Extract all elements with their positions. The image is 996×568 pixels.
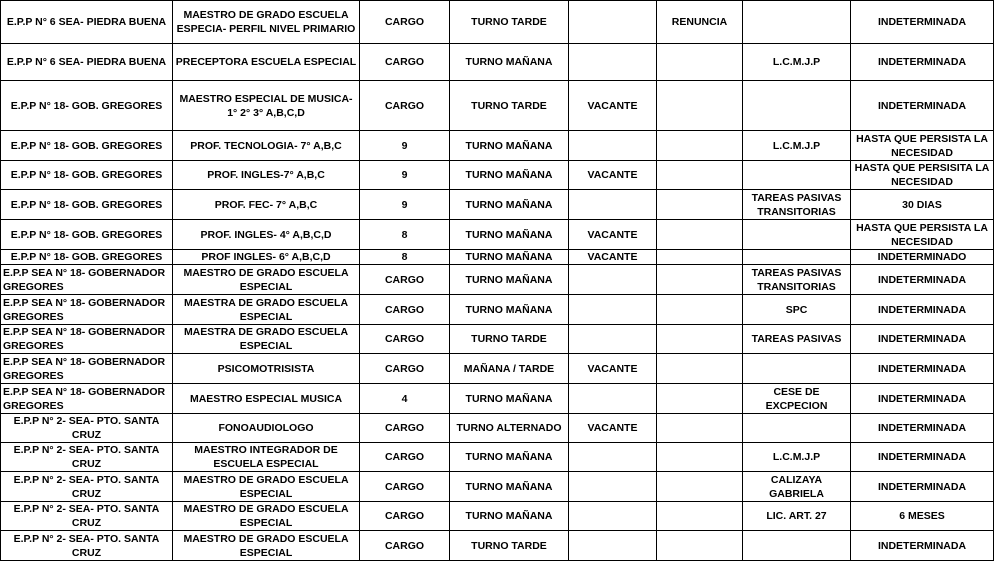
cell-text: TAREAS PASIVAS TRANSITORIAS (751, 191, 842, 218)
cell-text: TURNO TARDE (471, 99, 547, 112)
cell-text: TAREAS PASIVAS TRANSITORIAS (751, 266, 842, 293)
cell-hours (360, 190, 450, 220)
cell-text: TURNO MAÑANA (465, 510, 553, 522)
cell-situation (743, 161, 851, 190)
cell-vacancy (569, 81, 657, 131)
cell-text: VACANTE (587, 251, 638, 263)
cell-situation (743, 131, 851, 161)
cell-school (1, 1, 173, 44)
cell-situation (743, 250, 851, 265)
cell-text: CARGO (384, 99, 425, 112)
cell-school (1, 131, 173, 161)
cell-shift (450, 161, 569, 190)
cell-text: TURNO TARDE (471, 333, 547, 345)
cell-text: L.C.M.J.P (772, 139, 821, 152)
cell-hours (360, 265, 450, 295)
table-row (1, 384, 994, 414)
cell-text: VACANTE (587, 228, 638, 241)
cell-hours (360, 531, 450, 561)
cell-text: INDETERMINADA (877, 480, 967, 493)
cell-vacancy (569, 531, 657, 561)
cell-duration (851, 265, 994, 295)
cell-position (173, 325, 360, 354)
cell-hours (360, 161, 450, 190)
cell-vacancy (569, 443, 657, 472)
cell-text: TURNO MAÑANA (465, 56, 553, 68)
cell-situation (743, 1, 851, 44)
cell-text: TURNO MAÑANA (465, 480, 553, 493)
cell-position (173, 414, 360, 443)
table-row (1, 161, 994, 190)
cell-text: INDETERMINADA (877, 362, 967, 375)
cell-text: TURNO TARDE (471, 16, 547, 28)
cell-duration (851, 1, 994, 44)
cell-reason (657, 384, 743, 414)
cell-text: 6 MESES (899, 510, 945, 522)
cell-text: CARGO (384, 303, 425, 316)
table-row (1, 220, 994, 250)
cell-hours (360, 384, 450, 414)
cell-text: 9 (401, 198, 408, 211)
cell-shift (450, 190, 569, 220)
cell-text: CALIZAYA GABRIELA (769, 473, 824, 500)
cell-situation (743, 220, 851, 250)
cell-reason (657, 295, 743, 325)
cell-school (1, 414, 173, 443)
cell-vacancy (569, 472, 657, 502)
cell-school (1, 161, 173, 190)
cell-duration (851, 220, 994, 250)
cell-text: CESE DE EXCPECION (765, 385, 828, 412)
cell-position (173, 190, 360, 220)
cell-text: L.C.M.J.P (772, 451, 821, 463)
cell-text: PROF. INGLES- 4° A,B,C,D (200, 228, 332, 241)
cell-situation (743, 384, 851, 414)
cell-text: E.P.P N° 18- GOB. GREGORES (10, 228, 163, 241)
cell-text: MAESTRA DE GRADO ESCUELA ESPECIAL (183, 296, 349, 323)
cell-text: 9 (401, 139, 408, 152)
table-row (1, 531, 994, 561)
cell-reason (657, 265, 743, 295)
table-row (1, 190, 994, 220)
cell-situation (743, 443, 851, 472)
cell-vacancy (569, 1, 657, 44)
cell-hours (360, 81, 450, 131)
cell-position (173, 81, 360, 131)
cell-text: E.P.P N° 2- SEA- PTO. SANTA CRUZ (13, 444, 160, 470)
cell-text: HASTA QUE PERSISTA LA NECESIDAD (856, 221, 988, 248)
cell-duration (851, 414, 994, 443)
cell-shift (450, 220, 569, 250)
cell-situation (743, 531, 851, 561)
cell-shift (450, 531, 569, 561)
cell-text: PRECEPTORA ESCUELA ESPECIAL (175, 56, 357, 68)
cell-text: INDETERMINADA (877, 333, 967, 345)
cell-text: E.P.P SEA N° 18- GOBERNADOR GREGORES (3, 385, 166, 412)
cell-hours (360, 295, 450, 325)
cell-vacancy (569, 295, 657, 325)
cell-text: LIC. ART. 27 (766, 510, 827, 522)
cell-text: INDETERMINADA (877, 16, 967, 28)
cell-text: CARGO (384, 273, 425, 286)
cell-reason (657, 354, 743, 384)
cell-hours (360, 443, 450, 472)
table-row (1, 250, 994, 265)
cell-duration (851, 161, 994, 190)
table-row (1, 295, 994, 325)
cell-shift (450, 1, 569, 44)
cell-text: CARGO (384, 539, 425, 552)
cell-text: E.P.P SEA N° 18- GOBERNADOR GREGORES (3, 296, 166, 323)
cell-text: CARGO (384, 56, 425, 68)
cell-position (173, 161, 360, 190)
cell-vacancy (569, 161, 657, 190)
cell-text: VACANTE (587, 362, 638, 375)
cell-reason (657, 161, 743, 190)
cell-position (173, 354, 360, 384)
cell-text: MAÑANA / TARDE (463, 362, 555, 375)
cell-vacancy (569, 384, 657, 414)
cell-school (1, 220, 173, 250)
cell-reason (657, 472, 743, 502)
cell-situation (743, 265, 851, 295)
cell-text: PROF. TECNOLOGIA- 7° A,B,C (190, 139, 342, 152)
cell-situation (743, 414, 851, 443)
cell-reason (657, 81, 743, 131)
cell-school (1, 295, 173, 325)
cell-text: TURNO MAÑANA (465, 251, 553, 263)
cell-vacancy (569, 250, 657, 265)
cell-text: E.P.P SEA N° 18- GOBERNADOR GREGORES (3, 355, 166, 382)
cell-shift (450, 502, 569, 531)
table-row (1, 502, 994, 531)
cell-reason (657, 414, 743, 443)
cell-reason (657, 1, 743, 44)
cell-text: INDETERMINADA (877, 392, 967, 405)
cell-shift (450, 325, 569, 354)
cell-situation (743, 81, 851, 131)
cell-text: HASTA QUE PERSISITA LA NECESIDAD (854, 162, 990, 188)
cell-text: CARGO (384, 16, 425, 28)
table-row (1, 354, 994, 384)
table-row (1, 81, 994, 131)
cell-duration (851, 295, 994, 325)
cell-text: 9 (401, 169, 408, 181)
cell-duration (851, 472, 994, 502)
cell-shift (450, 443, 569, 472)
cell-text: E.P.P N° 2- SEA- PTO. SANTA CRUZ (13, 415, 160, 441)
cell-position (173, 250, 360, 265)
cell-text: TURNO MAÑANA (465, 392, 553, 405)
cell-text: MAESTRO ESPECIAL DE MUSICA- 1° 2° 3° A,B,C,D (179, 92, 353, 119)
cell-reason (657, 443, 743, 472)
cell-text: E.P.P N° 6 SEA- PIEDRA BUENA (6, 56, 167, 68)
cell-school (1, 354, 173, 384)
cell-school (1, 81, 173, 131)
cell-text: TURNO MAÑANA (465, 228, 553, 241)
cell-hours (360, 414, 450, 443)
cell-text: CARGO (384, 480, 425, 493)
cell-situation (743, 190, 851, 220)
cell-school (1, 250, 173, 265)
cell-situation (743, 295, 851, 325)
cell-vacancy (569, 354, 657, 384)
cell-text: E.P.P N° 2- SEA- PTO. SANTA CRUZ (13, 473, 160, 500)
cell-text: RENUNCIA (671, 16, 728, 28)
table-row (1, 443, 994, 472)
cell-position (173, 443, 360, 472)
cell-hours (360, 220, 450, 250)
cell-text: HASTA QUE PERSISTA LA NECESIDAD (856, 132, 988, 159)
cell-reason (657, 531, 743, 561)
cell-shift (450, 131, 569, 161)
cell-text: SPC (785, 303, 808, 316)
cell-situation (743, 44, 851, 81)
cell-text: 30 DIAS (902, 198, 942, 211)
cell-school (1, 443, 173, 472)
cell-position (173, 44, 360, 81)
cell-text: TURNO TARDE (471, 539, 547, 552)
cell-text: 4 (401, 392, 408, 405)
cell-school (1, 502, 173, 531)
cell-reason (657, 131, 743, 161)
cell-text: CARGO (384, 362, 425, 375)
cell-text: L.C.M.J.P (772, 56, 821, 68)
cell-duration (851, 131, 994, 161)
cell-text: 8 (401, 251, 408, 263)
table-row (1, 1, 994, 44)
cell-vacancy (569, 44, 657, 81)
cell-text: E.P.P N° 18- GOB. GREGORES (10, 139, 163, 152)
table-body (1, 1, 994, 561)
cell-hours (360, 1, 450, 44)
cell-vacancy (569, 131, 657, 161)
cell-shift (450, 384, 569, 414)
cell-hours (360, 325, 450, 354)
cell-text: E.P.P N° 18- GOB. GREGORES (10, 169, 163, 181)
cell-reason (657, 502, 743, 531)
cell-text: E.P.P SEA N° 18- GOBERNADOR GREGORES (3, 266, 166, 293)
cell-text: E.P.P N° 18- GOB. GREGORES (10, 99, 163, 112)
cell-text: E.P.P N° 18- GOB. GREGORES (10, 251, 163, 263)
cell-text: TURNO MAÑANA (465, 273, 553, 286)
cell-position (173, 531, 360, 561)
cell-shift (450, 295, 569, 325)
cell-text: PROF. INGLES-7° A,B,C (207, 169, 325, 181)
cell-hours (360, 250, 450, 265)
cell-text: E.P.P N° 18- GOB. GREGORES (10, 198, 163, 211)
cell-school (1, 531, 173, 561)
cell-vacancy (569, 325, 657, 354)
cell-duration (851, 531, 994, 561)
cell-text: MAESTRO DE GRADO ESCUELA ESPECIAL (183, 503, 349, 529)
cell-text: 8 (401, 228, 408, 241)
cell-text: FONOAUDIOLOGO (218, 422, 314, 434)
cell-position (173, 472, 360, 502)
cell-duration (851, 384, 994, 414)
cell-reason (657, 325, 743, 354)
cell-hours (360, 131, 450, 161)
cell-vacancy (569, 502, 657, 531)
cell-text: TURNO MAÑANA (465, 451, 553, 463)
cell-reason (657, 250, 743, 265)
cell-text: INDETERMINADO (877, 251, 967, 263)
cell-hours (360, 44, 450, 81)
cell-position (173, 265, 360, 295)
cell-school (1, 384, 173, 414)
cell-duration (851, 190, 994, 220)
cell-text: TURNO MAÑANA (465, 303, 553, 316)
cell-text: TURNO MAÑANA (465, 139, 553, 152)
cell-hours (360, 472, 450, 502)
cell-text: TAREAS PASIVAS (751, 333, 842, 345)
cell-position (173, 1, 360, 44)
table-row (1, 472, 994, 502)
cell-text: INDETERMINADA (877, 451, 967, 463)
cell-shift (450, 250, 569, 265)
cell-text: VACANTE (587, 422, 638, 434)
cell-text: CARGO (384, 451, 425, 463)
cell-duration (851, 250, 994, 265)
cell-text: MAESTRO DE GRADO ESCUELA ESPECIAL (183, 532, 349, 559)
table-row (1, 44, 994, 81)
cell-vacancy (569, 190, 657, 220)
cell-duration (851, 443, 994, 472)
cell-text: VACANTE (587, 169, 638, 181)
cell-reason (657, 190, 743, 220)
cell-text: E.P.P SEA N° 18- GOBERNADOR GREGORES (3, 326, 166, 352)
cell-school (1, 265, 173, 295)
cell-text: TURNO ALTERNADO (456, 422, 562, 434)
cell-duration (851, 502, 994, 531)
cell-situation (743, 502, 851, 531)
cell-shift (450, 414, 569, 443)
cell-text: E.P.P N° 2- SEA- PTO. SANTA CRUZ (13, 532, 160, 559)
cell-reason (657, 220, 743, 250)
cell-position (173, 295, 360, 325)
cell-text: MAESTRA DE GRADO ESCUELA ESPECIAL (183, 326, 349, 352)
cell-text: INDETERMINADA (877, 99, 967, 112)
cell-text: INDETERMINADA (877, 56, 967, 68)
cell-position (173, 220, 360, 250)
cell-position (173, 502, 360, 531)
cell-text: MAESTRO ESPECIAL MUSICA (189, 392, 343, 405)
cell-text: INDETERMINADA (877, 303, 967, 316)
cell-text: INDETERMINADA (877, 273, 967, 286)
cell-vacancy (569, 220, 657, 250)
cell-duration (851, 81, 994, 131)
cell-vacancy (569, 265, 657, 295)
cell-text: CARGO (384, 422, 425, 434)
cell-school (1, 190, 173, 220)
cell-shift (450, 472, 569, 502)
cell-text: MAESTRO DE GRADO ESCUELA ESPECIA- PERFIL NIVEL PRIMARIO (176, 9, 356, 35)
cell-situation (743, 354, 851, 384)
cell-shift (450, 354, 569, 384)
cell-text: E.P.P N° 6 SEA- PIEDRA BUENA (6, 16, 167, 28)
cell-text: INDETERMINADA (877, 422, 967, 434)
cell-duration (851, 325, 994, 354)
table-row (1, 325, 994, 354)
cell-text: MAESTRO DE GRADO ESCUELA ESPECIAL (183, 266, 349, 293)
cell-shift (450, 44, 569, 81)
cell-text: TURNO MAÑANA (465, 169, 553, 181)
cell-text: E.P.P N° 2- SEA- PTO. SANTA CRUZ (13, 503, 160, 529)
cell-text: INDETERMINADA (877, 539, 967, 552)
cell-vacancy (569, 414, 657, 443)
cell-hours (360, 354, 450, 384)
cell-school (1, 472, 173, 502)
cell-duration (851, 354, 994, 384)
cell-reason (657, 44, 743, 81)
cell-school (1, 44, 173, 81)
cell-situation (743, 325, 851, 354)
cell-position (173, 384, 360, 414)
cell-text: PROF. FEC- 7° A,B,C (214, 198, 318, 211)
cell-hours (360, 502, 450, 531)
cell-text: TURNO MAÑANA (465, 198, 553, 211)
table-row (1, 131, 994, 161)
cell-text: VACANTE (587, 99, 638, 112)
cell-text: MAESTRO DE GRADO ESCUELA ESPECIAL (183, 473, 349, 500)
cell-shift (450, 81, 569, 131)
cell-text: PROF INGLES- 6° A,B,C,D (201, 251, 331, 263)
cell-text: PSICOMOTRISISTA (217, 362, 315, 375)
cell-text: CARGO (384, 333, 425, 345)
cell-school (1, 325, 173, 354)
cell-text: CARGO (384, 510, 425, 522)
cell-shift (450, 265, 569, 295)
table-row (1, 414, 994, 443)
cell-situation (743, 472, 851, 502)
cell-position (173, 131, 360, 161)
table-row (1, 265, 994, 295)
cell-text: MAESTRO INTEGRADOR DE ESCUELA ESPECIAL (194, 444, 338, 470)
cell-duration (851, 44, 994, 81)
